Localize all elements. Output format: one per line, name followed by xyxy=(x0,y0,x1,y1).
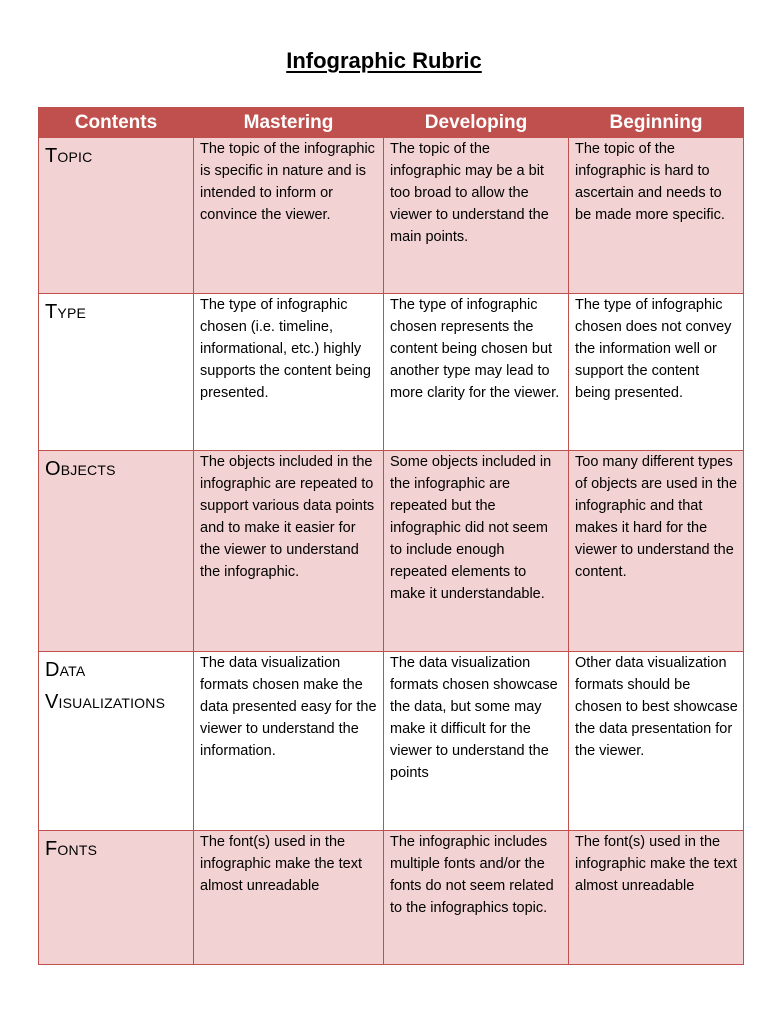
rubric-table xyxy=(38,107,744,965)
developing-cell: Some objects included in the infographic are repeated but the infographic did not seem to include enough repeated elements to make it understandable. xyxy=(384,451,569,652)
table-row-data-visualizations xyxy=(39,652,744,831)
mastering-cell: The objects included in the infographic are repeated to support various data points and to make it easier for the viewer to understand the infographic. xyxy=(194,451,384,652)
table-row-topic xyxy=(39,138,744,294)
beginning-cell: Other data visualization formats should be chosen to best showcase the data presentation for the viewer. xyxy=(569,652,744,831)
criterion-cell: Type xyxy=(39,294,194,451)
criterion-cell: Fonts xyxy=(39,831,194,965)
rubric-header xyxy=(39,108,744,138)
developing-cell: The type of infographic chosen represents the content being chosen but another type may lead to more clarity for the viewer. xyxy=(384,294,569,451)
beginning-cell: The topic of the infographic is hard to ascertain and needs to be made more specific. xyxy=(569,138,744,294)
header-beginning: Beginning xyxy=(569,108,744,138)
header-contents: Contents xyxy=(39,108,194,138)
mastering-cell: The type of infographic chosen (i.e. timeline, informational, etc.) highly supports the content being presented. xyxy=(194,294,384,451)
criterion-cell: Objects xyxy=(39,451,194,652)
developing-cell: The data visualization formats chosen showcase the data, but some may make it difficult for the viewer to understand the points xyxy=(384,652,569,831)
header-mastering: Mastering xyxy=(194,108,384,138)
table-row-type xyxy=(39,294,744,451)
developing-cell: The infographic includes multiple fonts and/or the fonts do not seem related to the infographics topic. xyxy=(384,831,569,965)
beginning-cell: Too many different types of objects are used in the infographic and that makes it hard for the viewer to understand the content. xyxy=(569,451,744,652)
table-row-fonts xyxy=(39,831,744,965)
header-row xyxy=(39,108,744,138)
document-title: Infographic Rubric xyxy=(286,48,482,73)
mastering-cell: The data visualization formats chosen make the data presented easy for the viewer to understand the information. xyxy=(194,652,384,831)
table-row-objects xyxy=(39,451,744,652)
criterion-cell: Data Visualizations xyxy=(39,652,194,831)
header-developing: Developing xyxy=(384,108,569,138)
mastering-cell: The font(s) used in the infographic make the text almost unreadable xyxy=(194,831,384,965)
criterion-cell: Topic xyxy=(39,138,194,294)
developing-cell: The topic of the infographic may be a bit too broad to allow the viewer to understand the main points. xyxy=(384,138,569,294)
beginning-cell: The font(s) used in the infographic make the text almost unreadable xyxy=(569,831,744,965)
rubric-body xyxy=(39,138,744,965)
mastering-cell: The topic of the infographic is specific in nature and is intended to inform or convince the viewer. xyxy=(194,138,384,294)
beginning-cell: The type of infographic chosen does not convey the information well or support the content being presented. xyxy=(569,294,744,451)
